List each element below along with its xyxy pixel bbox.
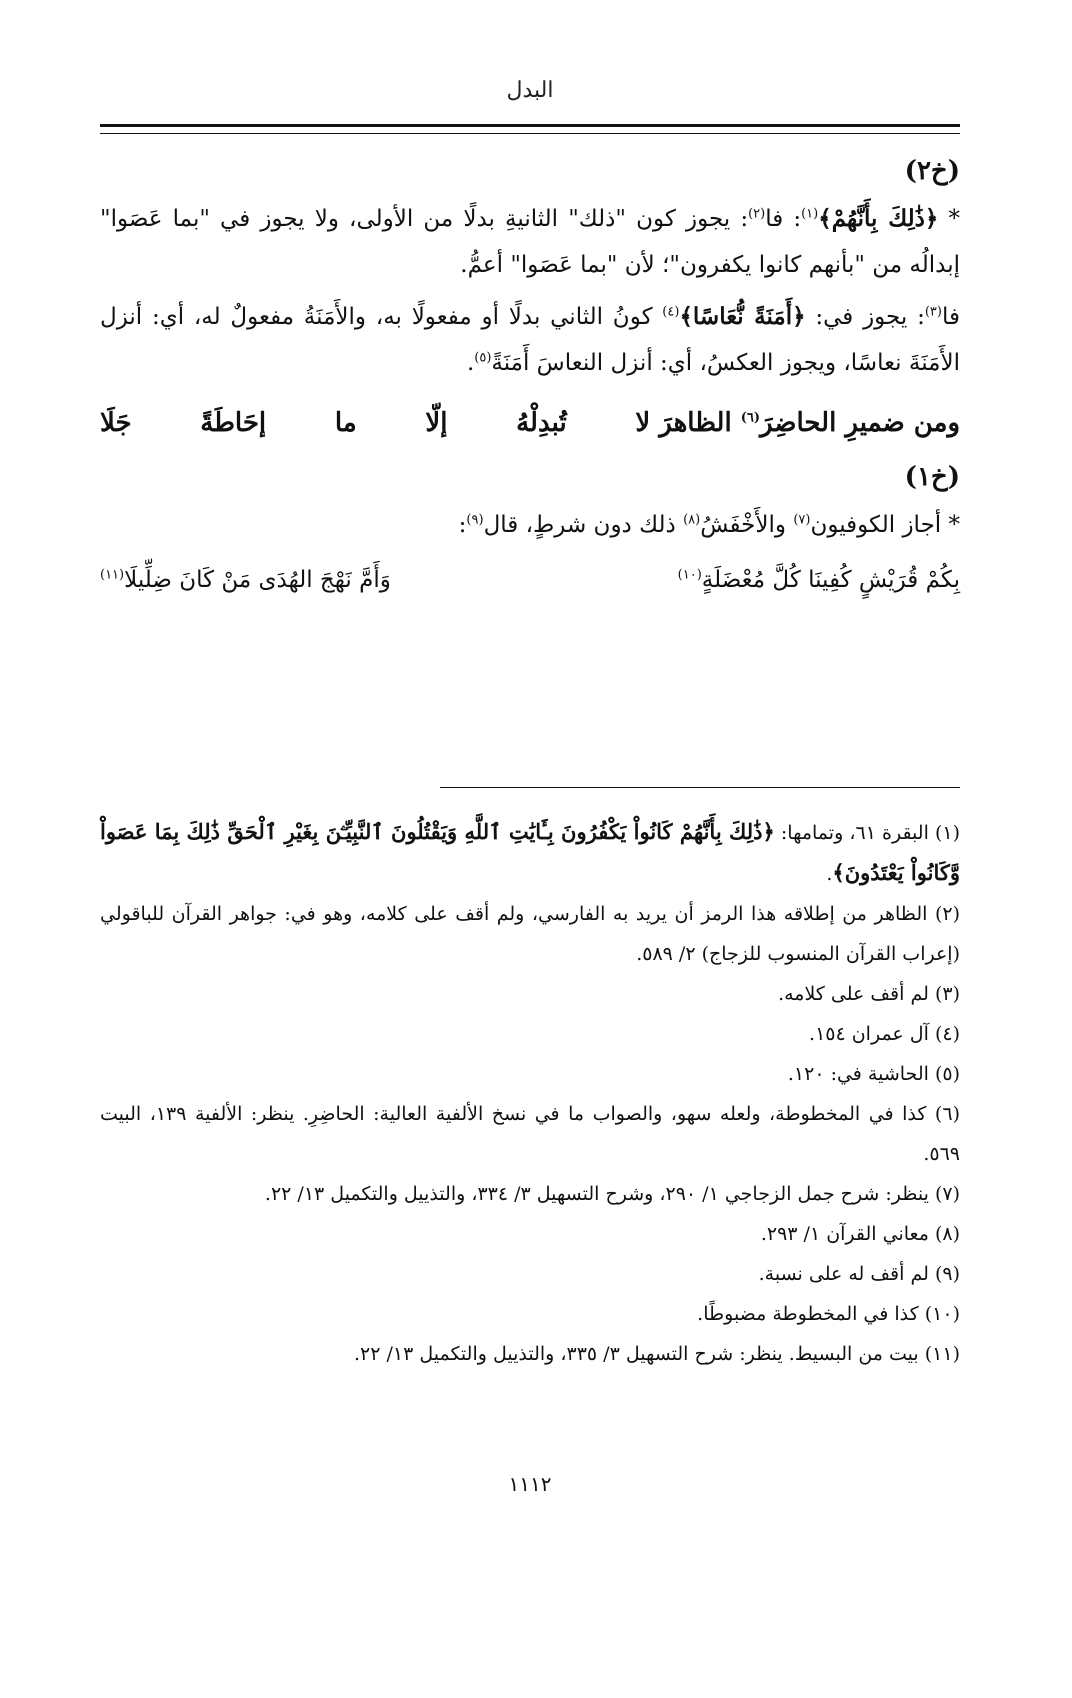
text: .	[466, 350, 475, 376]
footnote-item: (٣) لم أقف على كلامه.	[778, 983, 960, 1005]
footnote-ref: (٩)	[466, 512, 484, 528]
footnote-item: (٥) الحاشية في: ١٢٠.	[787, 1063, 960, 1085]
verse-word: إحَاطَةً	[200, 408, 267, 438]
footnote-item: (٨) معاني القرآن ١/ ٢٩٣.	[760, 1223, 960, 1245]
running-header: البدل	[506, 78, 554, 103]
header-rule-thick	[100, 124, 960, 127]
paragraph	[100, 502, 960, 548]
text: : فا	[765, 206, 802, 232]
footnote-ref: (١)	[801, 206, 819, 222]
text: : يجوز في:	[805, 304, 925, 330]
footnote-item: (٧) ينظر: شرح جمل الزجاجي ١/ ٢٩٠، وشرح التسهيل ٣/ ٣٣٤، والتذييل والتكميل ١٣/ ٢٢.	[264, 1183, 960, 1205]
footnote-item: (٩) لم أقف له على نسبة.	[758, 1263, 960, 1285]
footnote-item: (٤) آل عمران ١٥٤.	[809, 1023, 960, 1045]
text: أجاز الكوفيون	[810, 512, 949, 538]
footnote-ref: (١١)	[100, 567, 125, 583]
hemistich-second: وَأَمَّ نَهْجَ الهُدَى مَنْ كَانَ ضِلِّيلَا$^{(١١)}$	[100, 567, 391, 593]
text: كونُ الثاني بدلًا أو مفعولًا به، والأَمَنَةُ مفعولٌ له، أي: أنزل الأَمَنَةَ نعاسًا، ويجوز العكسُ، أي: أنزل النعاسَ أَمَنَةً	[100, 304, 960, 376]
section-tag: (خ١)	[904, 462, 960, 492]
footnote-item: (١) البقرة ٦١، وتمامها: ﴿ذَٰلِكَ بِأَنَّهُمْ كَانُواْ يَكْفُرُونَ بِـَٔايَٰتِ ٱللَّهِ وَيَقْتُلُونَ ٱلنَّبِيِّـۧنَ بِغَيْرِ ٱلْحَقِّ ذَٰلِكَ بِمَا عَصَواْ وَّكَانُواْ يَعْتَدُونَ﴾.	[100, 819, 961, 885]
footnote-item: (١١) بيت من البسيط. ينظر: شرح التسهيل ٣/ ٣٣٥، والتذييل والتكميل ١٣/ ٢٢.	[353, 1343, 960, 1365]
verse-first-half: ومن ضميرِ الحاضِرَ$^{(٦)}$ الظاهرَ لا	[635, 408, 960, 438]
quran-quote: ﴿أَمَنَةً نُّعَاسًا﴾	[679, 303, 806, 330]
verse-word: تُبدِلْهُ	[516, 408, 567, 438]
footnote-ref: (٨)	[683, 512, 701, 528]
star-marker: *	[948, 512, 960, 538]
verse-word: جَلَا	[100, 408, 132, 438]
alfiya-verse	[100, 394, 960, 452]
footnote-item: (٢) الظاهر من إطلاقه هذا الرمز أن يريد به الفارسي، ولم أقف على كلامه، وهو في: جواهر القرآن للباقولي (إعراب القرآن المنسوب للزجاج) ٢/ ٥٨٩.	[100, 903, 960, 965]
hemistich-first: بِكُمْ قُرَيْشٍ كُفِينَا كُلَّ مُعْضَلَةٍ$^{(١٠)}$	[677, 567, 960, 593]
footnote-separator	[440, 787, 960, 788]
text: فا	[941, 304, 960, 330]
footnote-ref: (٢)	[748, 206, 766, 222]
quran-quote: ﴿ذَٰلِكَ بِأَنَّهُمْ كَانُواْ يَكْفُرُونَ بِـَٔايَٰتِ ٱللَّهِ وَيَقْتُلُونَ ٱلنَّبِيِّـۧنَ بِغَيْرِ ٱلْحَقِّ ذَٰلِكَ بِمَا عَصَواْ وَّكَانُواْ يَعْتَدُونَ﴾	[100, 819, 960, 885]
footnote-ref: (٥)	[474, 350, 492, 366]
verse-word: ما	[334, 408, 357, 438]
text: والأَخْفَشُ	[700, 512, 794, 538]
star-marker: *	[948, 206, 960, 232]
footnote-ref: (٧)	[793, 512, 811, 528]
text: ذلك دون شرطٍ، قال	[483, 512, 684, 538]
poem-line	[100, 554, 960, 606]
footnote-item: (٦) كذا في المخطوطة، ولعله سهو، والصواب ما في نسخ الألفية العالية: الحاضِرِ. ينظر: الألفية ١٣٩، البيت ٥٦٩.	[100, 1103, 960, 1165]
footnotes	[100, 812, 960, 1374]
footnote-ref: (٦)	[740, 410, 761, 426]
paragraph	[100, 196, 960, 288]
footnote-ref: (٤)	[662, 304, 680, 320]
footnote-ref: (١٠)	[677, 567, 702, 583]
footnote-ref: (٣)	[924, 304, 942, 320]
verse-word: إلّا	[425, 408, 448, 438]
quran-quote: ﴿ذَٰلِكَ بِأَنَّهُمْ﴾	[818, 205, 939, 232]
page-number: ١١١٢	[508, 1472, 552, 1496]
main-text	[100, 146, 960, 606]
footnote-item: (١٠) كذا في المخطوطة مضبوطًا.	[697, 1303, 960, 1325]
text: :	[458, 512, 467, 538]
header-rule-thin	[100, 133, 960, 134]
text: : يجوز كون "ذلك" الثانيةِ بدلًا من الأولى، ولا يجوز في "بما عَصَوا" إبدالُه من "بأنهم كانوا يكفرون"؛ لأن "بما عَصَوا" أعمُّ.	[100, 206, 960, 278]
section-tag: (خ٢)	[904, 156, 960, 186]
paragraph	[100, 294, 960, 386]
